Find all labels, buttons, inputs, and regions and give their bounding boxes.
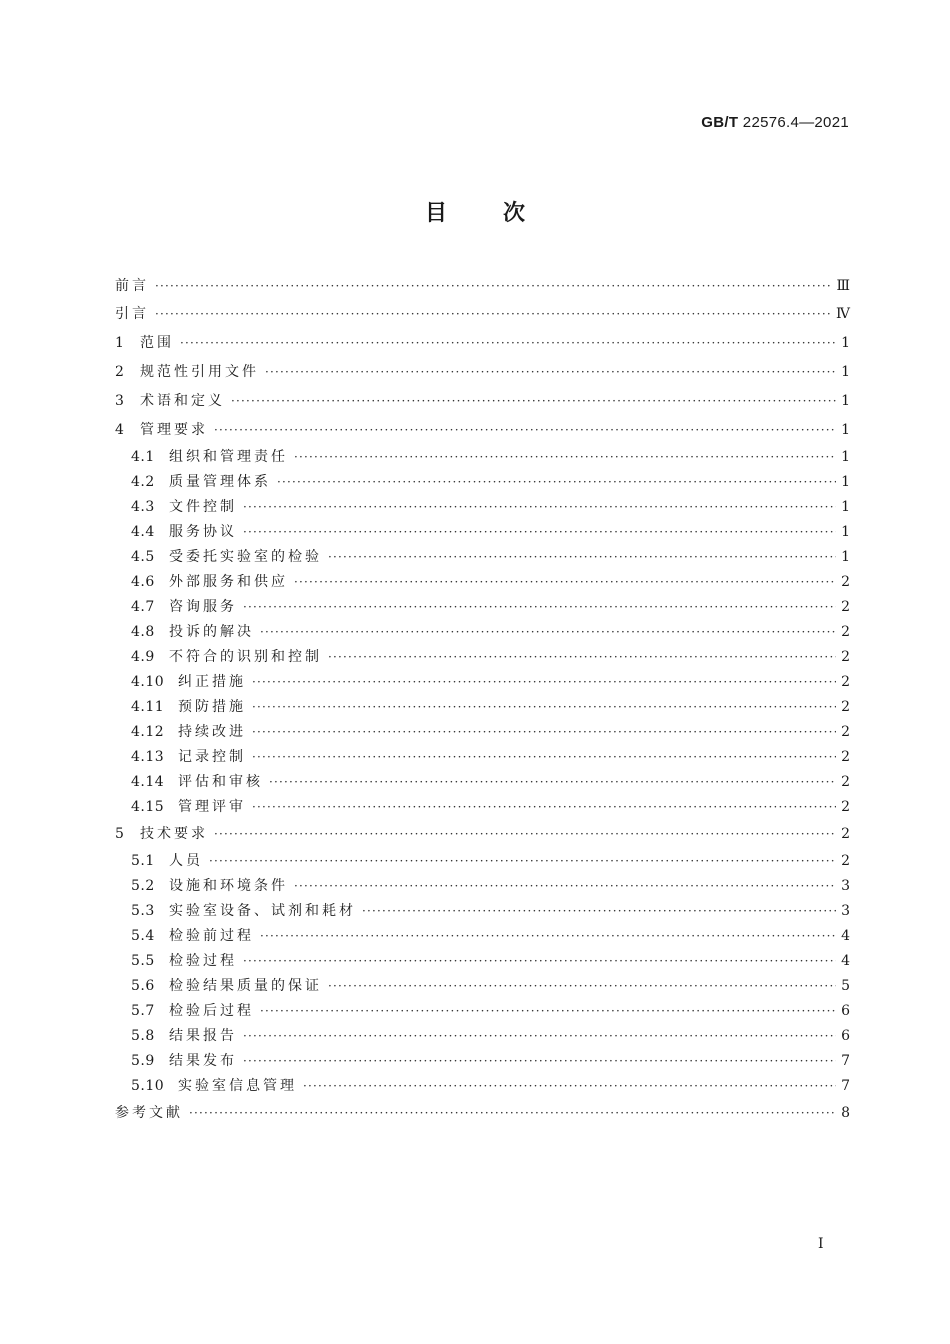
toc-entry-label: 评估和审核 [178,774,263,790]
toc-subentry[interactable] [115,495,850,520]
dot-leader [231,387,836,416]
toc-entry-page: 4 [841,928,850,944]
toc-entry-number: 2 [115,364,125,380]
toc-entry-page: 5 [841,978,850,994]
toc-subentry[interactable] [115,770,850,795]
toc-entry-label: 人员 [169,853,203,869]
toc-entry-number: 4.9 [131,649,155,665]
dot-leader [260,620,836,645]
toc-entry-page: 3 [841,878,850,894]
dot-leader [328,545,836,570]
toc-subentry[interactable] [115,595,850,620]
toc-entry-label: 预防措施 [178,699,246,715]
toc-entry-label: 结果发布 [169,1053,237,1069]
toc-entry-number: 5.10 [131,1078,165,1094]
dot-leader [252,695,836,720]
dot-leader [252,795,836,820]
toc-entry-page: 2 [841,774,850,790]
dot-leader [260,999,836,1024]
dot-leader [277,470,836,495]
toc-entry-page: 4 [841,953,850,969]
toc-entry-number: 4.11 [131,699,165,715]
toc-entry-number: 5 [115,826,125,842]
toc-entry-page: 2 [841,826,850,842]
page-title [0,196,950,227]
dot-leader [155,272,832,301]
dot-leader [328,645,836,670]
toc-entry-number: 4 [115,422,125,438]
dot-leader [214,416,836,445]
toc-entry[interactable] [115,387,850,416]
page-number: Ⅰ [818,1236,824,1252]
toc-entry-label: 咨询服务 [169,599,237,615]
dot-leader [294,445,836,470]
toc-entry-number: 4.3 [131,499,155,515]
dot-leader [265,358,836,387]
dot-leader [155,300,832,329]
toc-entry-page: 2 [841,699,850,715]
dot-leader [243,949,836,974]
dot-leader [269,770,836,795]
toc-entry-page: 1 [841,474,850,490]
toc-subentry[interactable] [115,1074,850,1099]
toc-entry-label: 管理评审 [178,799,246,815]
toc-subentry[interactable] [115,795,850,820]
toc-entry-number: 4.5 [131,549,155,565]
toc-entry-number: 4.1 [131,449,155,465]
toc-entry-label: 引言 [115,306,149,322]
toc-entry-page: 2 [841,799,850,815]
toc-subentry[interactable] [115,899,850,924]
toc-entry-label: 实验室信息管理 [178,1078,297,1094]
toc-entry-page: 2 [841,574,850,590]
toc-entry-number: 4.14 [131,774,165,790]
toc-entry-number: 5.8 [131,1028,155,1044]
dot-leader [362,899,836,924]
toc-entry[interactable] [115,300,850,329]
toc-subentry[interactable] [115,745,850,770]
toc-entry-number: 4.15 [131,799,165,815]
toc-entry-page: 1 [841,422,850,438]
toc-entry-page: 1 [841,335,850,351]
toc-entry-page: 1 [841,499,850,515]
toc-entry-label: 持续改进 [178,724,246,740]
toc-entry-page: 1 [841,549,850,565]
toc-subentry[interactable] [115,570,850,595]
toc-entry-number: 4.13 [131,749,165,765]
toc-entry-label: 检验结果质量的保证 [169,978,322,994]
dot-leader [214,820,836,849]
toc-entry-number: 5.4 [131,928,155,944]
toc-entry-label: 投诉的解决 [169,624,254,640]
toc-entry-page: 2 [841,674,850,690]
toc-subentry[interactable] [115,949,850,974]
toc-entry-label: 参考文献 [115,1105,183,1121]
toc-entry[interactable] [115,329,850,358]
table-of-contents [115,272,850,1128]
toc-entry-page: 2 [841,649,850,665]
dot-leader [294,874,836,899]
toc-entry-label: 设施和环境条件 [169,878,288,894]
toc-entry-label: 服务协议 [169,524,237,540]
toc-entry-label: 前言 [115,278,149,294]
dot-leader [294,570,836,595]
toc-entry-label: 质量管理体系 [169,474,271,490]
dot-leader [180,329,836,358]
toc-subentry[interactable] [115,1024,850,1049]
toc-entry-page: Ⅳ [836,306,850,322]
toc-entry-number: 5.6 [131,978,155,994]
toc-entry-number: 5.7 [131,1003,155,1019]
toc-entry-number: 4.12 [131,724,165,740]
standard-number: 22576.4—2021 [742,114,849,131]
toc-entry-number: 3 [115,393,125,409]
toc-entry-label: 管理要求 [140,422,208,438]
toc-entry-page: 7 [841,1053,850,1069]
toc-subentry[interactable] [115,670,850,695]
dot-leader [328,974,836,999]
dot-leader [260,924,836,949]
toc-entry-label: 范围 [140,335,174,351]
toc-subentry[interactable] [115,849,850,874]
toc-entry-page: 3 [841,903,850,919]
toc-entry-page: 2 [841,724,850,740]
toc-entry-page: 2 [841,599,850,615]
toc-entry-label: 术语和定义 [140,393,225,409]
dot-leader [243,1049,836,1074]
toc-subentry[interactable] [115,720,850,745]
toc-entry-number: 4.6 [131,574,155,590]
toc-subentry[interactable] [115,874,850,899]
toc-entry-label: 记录控制 [178,749,246,765]
dot-leader [243,1024,836,1049]
dot-leader [252,720,836,745]
dot-leader [243,595,836,620]
toc-subentry[interactable] [115,520,850,545]
dot-leader [243,495,836,520]
toc-entry-label: 检验前过程 [169,928,254,944]
toc-entry-label: 受委托实验室的检验 [169,549,322,565]
toc-entry-label: 结果报告 [169,1028,237,1044]
toc-subentry[interactable] [115,620,850,645]
toc-entry-number: 4.8 [131,624,155,640]
toc-entry-label: 组织和管理责任 [169,449,288,465]
dot-leader [252,670,836,695]
toc-entry-page: Ⅲ [836,278,850,294]
toc-entry-page: 2 [841,749,850,765]
toc-subentry[interactable] [115,1049,850,1074]
dot-leader [243,520,836,545]
dot-leader [252,745,836,770]
toc-entry-number: 4.10 [131,674,165,690]
toc-entry-page: 1 [841,524,850,540]
toc-entry[interactable] [115,358,850,387]
toc-entry-number: 5.9 [131,1053,155,1069]
toc-entry-number: 4.2 [131,474,155,490]
title-char-1: 目 [424,201,447,226]
toc-entry-page: 8 [841,1105,850,1121]
toc-subentry[interactable] [115,695,850,720]
toc-entry-page: 7 [841,1078,850,1094]
toc-entry[interactable] [115,416,850,445]
toc-subentry[interactable] [115,645,850,670]
toc-entry[interactable] [115,820,850,849]
toc-entry-page: 1 [841,393,850,409]
toc-entry-number: 4.7 [131,599,155,615]
toc-entry-number: 1 [115,335,125,351]
toc-subentry[interactable] [115,999,850,1024]
toc-entry[interactable] [115,272,850,300]
toc-entry-page: 2 [841,624,850,640]
toc-entry-page: 6 [841,1003,850,1019]
title-char-2: 次 [503,201,526,226]
standard-code [701,114,849,131]
dot-leader [209,849,836,874]
dot-leader [303,1074,836,1099]
toc-entry[interactable] [115,1099,850,1128]
toc-entry-number: 5.3 [131,903,155,919]
toc-entry-label: 检验过程 [169,953,237,969]
toc-entry-label: 规范性引用文件 [140,364,259,380]
toc-entry-label: 外部服务和供应 [169,574,288,590]
toc-entry-number: 5.5 [131,953,155,969]
toc-entry-number: 5.1 [131,853,155,869]
toc-entry-page: 1 [841,449,850,465]
toc-entry-page: 6 [841,1028,850,1044]
toc-subentry[interactable] [115,545,850,570]
toc-subentry[interactable] [115,974,850,999]
toc-entry-label: 纠正措施 [178,674,246,690]
toc-entry-page: 2 [841,853,850,869]
toc-subentry[interactable] [115,924,850,949]
dot-leader [189,1099,836,1128]
toc-entry-number: 5.2 [131,878,155,894]
toc-subentry[interactable] [115,445,850,470]
toc-entry-label: 技术要求 [140,826,208,842]
toc-entry-page: 1 [841,364,850,380]
toc-entry-label: 检验后过程 [169,1003,254,1019]
toc-entry-label: 实验室设备、试剂和耗材 [169,903,356,919]
toc-entry-number: 4.4 [131,524,155,540]
standard-prefix: GB/T [701,114,739,131]
toc-entry-label: 文件控制 [169,499,237,515]
toc-entry-label: 不符合的识别和控制 [169,649,322,665]
toc-subentry[interactable] [115,470,850,495]
